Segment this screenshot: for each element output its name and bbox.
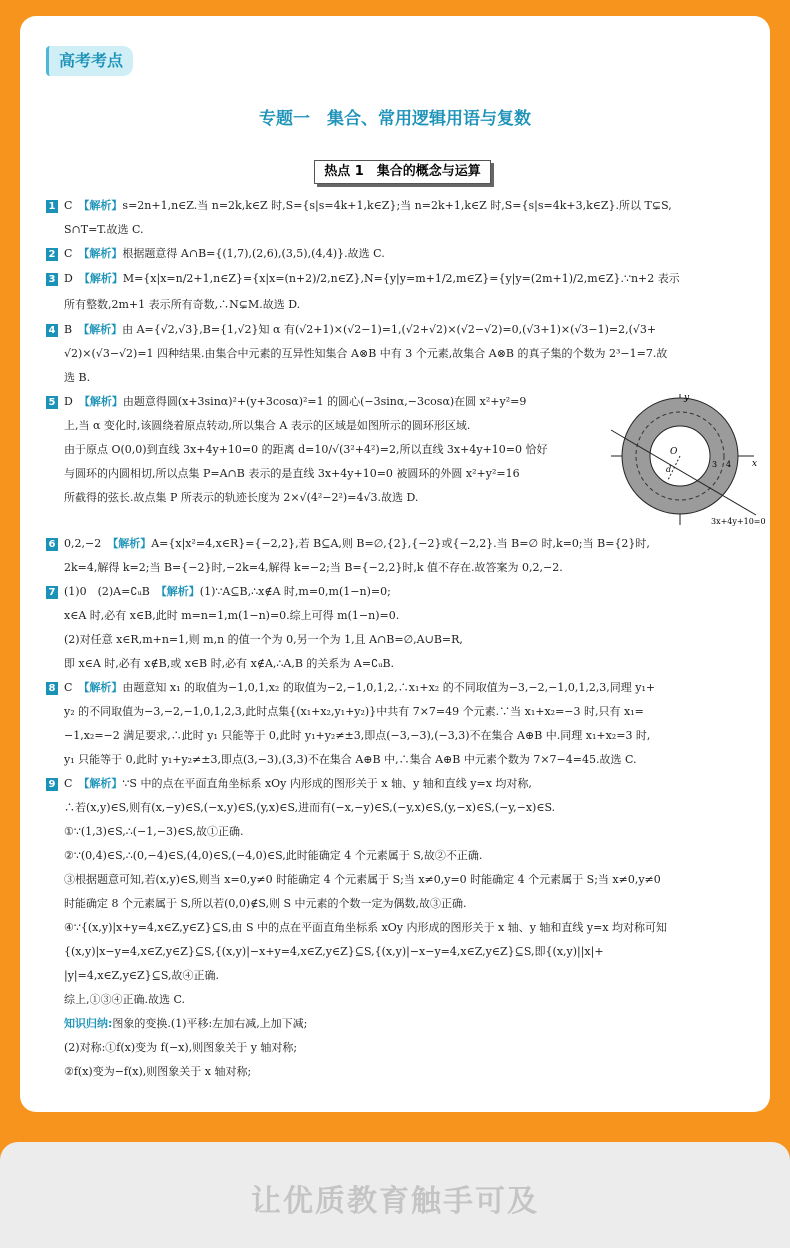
answer: (1)0 (2)A=∁ᵤB <box>64 585 150 598</box>
analysis-label: 【解析】 <box>155 585 200 598</box>
solution-line: 选 B. <box>64 371 91 384</box>
analysis-label: 【解析】 <box>78 681 123 694</box>
answer-page <box>20 16 770 1112</box>
summary-label: 知识归纳: <box>64 1017 113 1030</box>
x-axis-label: x <box>752 459 758 469</box>
y-axis-label: y <box>684 393 690 403</box>
solution-item <box>46 676 762 772</box>
solution-line: 时能确定 8 个元素属于 S,所以若(0,0)∉S,则 S 中元素的个数一定为偶数,故③正确. <box>64 897 467 910</box>
answer: C <box>64 199 73 212</box>
solution-line: (1)∵A⊆B,∴x∉A 时,m=0,m(1−n)=0; <box>199 585 391 598</box>
question-number: 9 <box>46 778 58 791</box>
solution-line: 与圆环的内圆相切,所以点集 P=A∩B 表示的是直线 3x+4y+10=0 被圆环的外圆 x²+y²=16 <box>64 467 520 480</box>
solution-item <box>46 242 762 266</box>
question-number: 6 <box>46 538 58 551</box>
answer: D <box>64 272 73 285</box>
solution-item <box>46 390 766 532</box>
annulus-figure <box>606 390 766 530</box>
solution-line: ④∵{(x,y)|x+y=4,x∈Z,y∈Z}⊆S,由 S 中的点在平面直角坐标系 xOy 内形成的图形关于 x 轴、y 轴和直线 y=x 均对称可知 <box>64 921 668 934</box>
solution-line: s=2n+1,n∈Z.当 n=2k,k∈Z 时,S={s|s=4k+1,k∈Z};当 n=2k+1,k∈Z 时,S={s|s=4k+3,k∈Z}.所以 T⊊S, <box>122 199 672 212</box>
solution-line: A={x|x²=4,x∈R}={−2,2},若 B⊆A,则 B=∅,{2},{−2}或{−2,2}.当 B=∅ 时,k=0;当 B={2}时, <box>151 537 650 550</box>
question-number: 4 <box>46 324 58 337</box>
solution-line: −1,x₂=−2 满足要求,∴此时 y₁ 只能等于 0,此时 y₁+y₂≠±3,即点(−3,−3),(−3,3)不在集合 A⊕B 中.同理 x₁+x₂=3 时, <box>64 729 651 742</box>
analysis-label: 【解析】 <box>78 272 123 285</box>
analysis-label: 【解析】 <box>78 323 123 336</box>
solution-line: 即 x∈A 时,必有 x∉B,或 x∈B 时,必有 x∉A,∴A,B 的关系为 A=∁ᵤB. <box>64 657 395 670</box>
solution-line: ③根据题意可知,若(x,y)∈S,则当 x=0,y≠0 时能确定 4 个元素属于 S;当 x≠0,y=0 时能确定 4 个元素属于 S;当 x≠0,y≠0 <box>64 873 661 886</box>
solution-item <box>46 194 762 242</box>
solution-line: 所截得的弦长.故点集 P 所表示的轨迹长度为 2×√(4²−2²)=4√3.故选 D. <box>64 491 419 504</box>
footer-slogan: 让优质教育触手可及 <box>251 1184 539 1219</box>
solution-line: ②∵(0,4)∈S,∴(0,−4)∈S,(4,0)∈S,(−4,0)∈S,此时能确定 4 个元素属于 S,故②不正确. <box>64 849 483 862</box>
question-number: 3 <box>46 273 58 286</box>
solution-line: 上,当 α 变化时,该圆绕着原点转动,所以集合 A 表示的区域是如图所示的圆环形区域. <box>64 419 471 432</box>
solutions-list <box>46 194 766 1084</box>
answer: C <box>64 247 73 260</box>
hotspot-title: 热点 1 集合的概念与运算 <box>314 160 491 184</box>
solution-line: x∈A 时,必有 x∈B,此时 m=n=1,m(1−n)=0.综上可得 m(1−n)=0. <box>64 609 400 622</box>
solution-line: |y|=4,x∈Z,y∈Z}⊆S,故④正确. <box>64 969 219 982</box>
origin-label: O <box>670 447 678 457</box>
summary-line: (2)对称:①f(x)变为 f(−x),则图象关于 y 轴对称; <box>64 1041 298 1054</box>
solution-line: M={x|x=n/2+1,n∈Z}={x|x=(n+2)/2,n∈Z},N={y|y=m+1/2,m∈Z}={y|y=(2m+1)/2,m∈Z}.∵n+2 表示 <box>122 272 680 285</box>
tick-label: 4 <box>726 460 732 469</box>
question-number: 2 <box>46 248 58 261</box>
analysis-label: 【解析】 <box>78 777 123 790</box>
solution-line: 综上,①③④正确.故选 C. <box>64 993 186 1006</box>
answer: C <box>64 681 73 694</box>
solution-line: 2k=4,解得 k=2;当 B={−2}时,−2k=4,解得 k=−2;当 B={−2,2}时,k 值不存在.故答案为 0,2,−2. <box>64 561 563 574</box>
solution-line: 根据题意得 A∩B={(1,7),(2,6),(3,5),(4,4)}.故选 C. <box>122 247 385 260</box>
solution-line: √2)×(√3−√2)=1 四种结果.由集合中元素的互异性知集合 A⊗B 中有 3 个元素,故集合 A⊗B 的真子集的个数为 2³−1=7.故 <box>64 347 668 360</box>
section-tag: 高考考点 <box>46 46 133 76</box>
solution-line: ①∵(1,3)∈S,∴(−1,−3)∈S,故①正确. <box>64 825 244 838</box>
solution-line: 由于原点 O(0,0)到直线 3x+4y+10=0 的距离 d=10/√(3²+4²)=2,所以直线 3x+4y+10=0 恰好 <box>64 443 548 456</box>
line-equation-label: 3x+4y+10=0 <box>711 517 766 526</box>
solution-line: {(x,y)|x−y=4,x∈Z,y∈Z}⊆S,{(x,y)|−x+y=4,x∈Z,y∈Z}⊆S,{(x,y)|−x−y=4,x∈Z,y∈Z}⊆S,即{(x,y)||x|+ <box>64 945 604 958</box>
answer: C <box>64 777 73 790</box>
solution-line: 由题意知 x₁ 的取值为−1,0,1,x₂ 的取值为−2,−1,0,1,2,∴x₁+x₂ 的不同取值为−3,−2,−1,0,1,2,3,同理 y₁+ <box>122 681 656 694</box>
analysis-label: 【解析】 <box>78 199 123 212</box>
chapter-title: 专题一 集合、常用逻辑用语与复数 <box>259 109 531 129</box>
analysis-label: 【解析】 <box>107 537 152 550</box>
solution-line: (2)对任意 x∈R,m+n=1,则 m,n 的值一个为 0,另一个为 1,且 A∩B=∅,A∪B=R, <box>64 633 463 646</box>
question-number: 1 <box>46 200 58 213</box>
solution-line: ∵S 中的点在平面直角坐标系 xOy 内形成的图形关于 x 轴、y 轴和直线 y=x 均对称, <box>122 777 532 790</box>
answer: D <box>64 395 73 408</box>
tick-label: 3 <box>712 460 718 469</box>
summary-line: ②f(x)变为−f(x),则图象关于 x 轴对称; <box>64 1065 252 1078</box>
question-number: 5 <box>46 396 58 409</box>
solution-item <box>46 772 762 1084</box>
solution-line: y₂ 的不同取值为−3,−2,−1,0,1,2,3,此时点集{(x₁+x₂,y₁+y₂)}中共有 7×7=49 个元素.∵当 x₁+x₂=−3 时,只有 x₁= <box>64 705 644 718</box>
solution-line: 由题意得圆(x+3sinα)²+(y+3cosα)²=1 的圆心(−3sinα,−3cosα)在圆 x²+y²=9 <box>122 395 527 408</box>
solution-line: 由 A={√2,√3},B={1,√2}知 α 有(√2+1)×(√2−1)=1,(√2+√2)×(√2−√2)=0,(√3+1)×(√3−1)=2,(√3+ <box>122 323 657 336</box>
distance-label: d <box>666 465 672 474</box>
solution-line: y₁ 只能等于 0,此时 y₁+y₂≠±3,即点(3,−3),(3,3)不在集合 A⊕B 中,∴集合 A⊕B 中元素个数为 7×7−4=45.故选 C. <box>64 753 637 766</box>
summary-line: 图象的变换.(1)平移:左加右减,上加下减; <box>112 1017 308 1030</box>
solution-item <box>46 580 762 676</box>
solution-line: S∩T=T.故选 C. <box>64 223 144 236</box>
analysis-label: 【解析】 <box>78 247 123 260</box>
solution-line: 所有整数,2m+1 表示所有奇数,∴N⊊M.故选 D. <box>64 298 301 311</box>
solution-item <box>46 266 762 318</box>
question-number: 8 <box>46 682 58 695</box>
solution-line: ∴若(x,y)∈S,则有(x,−y)∈S,(−x,y)∈S,(y,x)∈S,进而有(−x,−y)∈S,(−y,x)∈S,(y,−x)∈S,(−y,−x)∈S. <box>64 801 556 814</box>
solution-item <box>46 318 762 390</box>
analysis-label: 【解析】 <box>78 395 123 408</box>
answer: B <box>64 323 73 336</box>
question-number: 7 <box>46 586 58 599</box>
solution-item <box>46 532 762 580</box>
answer: 0,2,−2 <box>64 537 102 550</box>
